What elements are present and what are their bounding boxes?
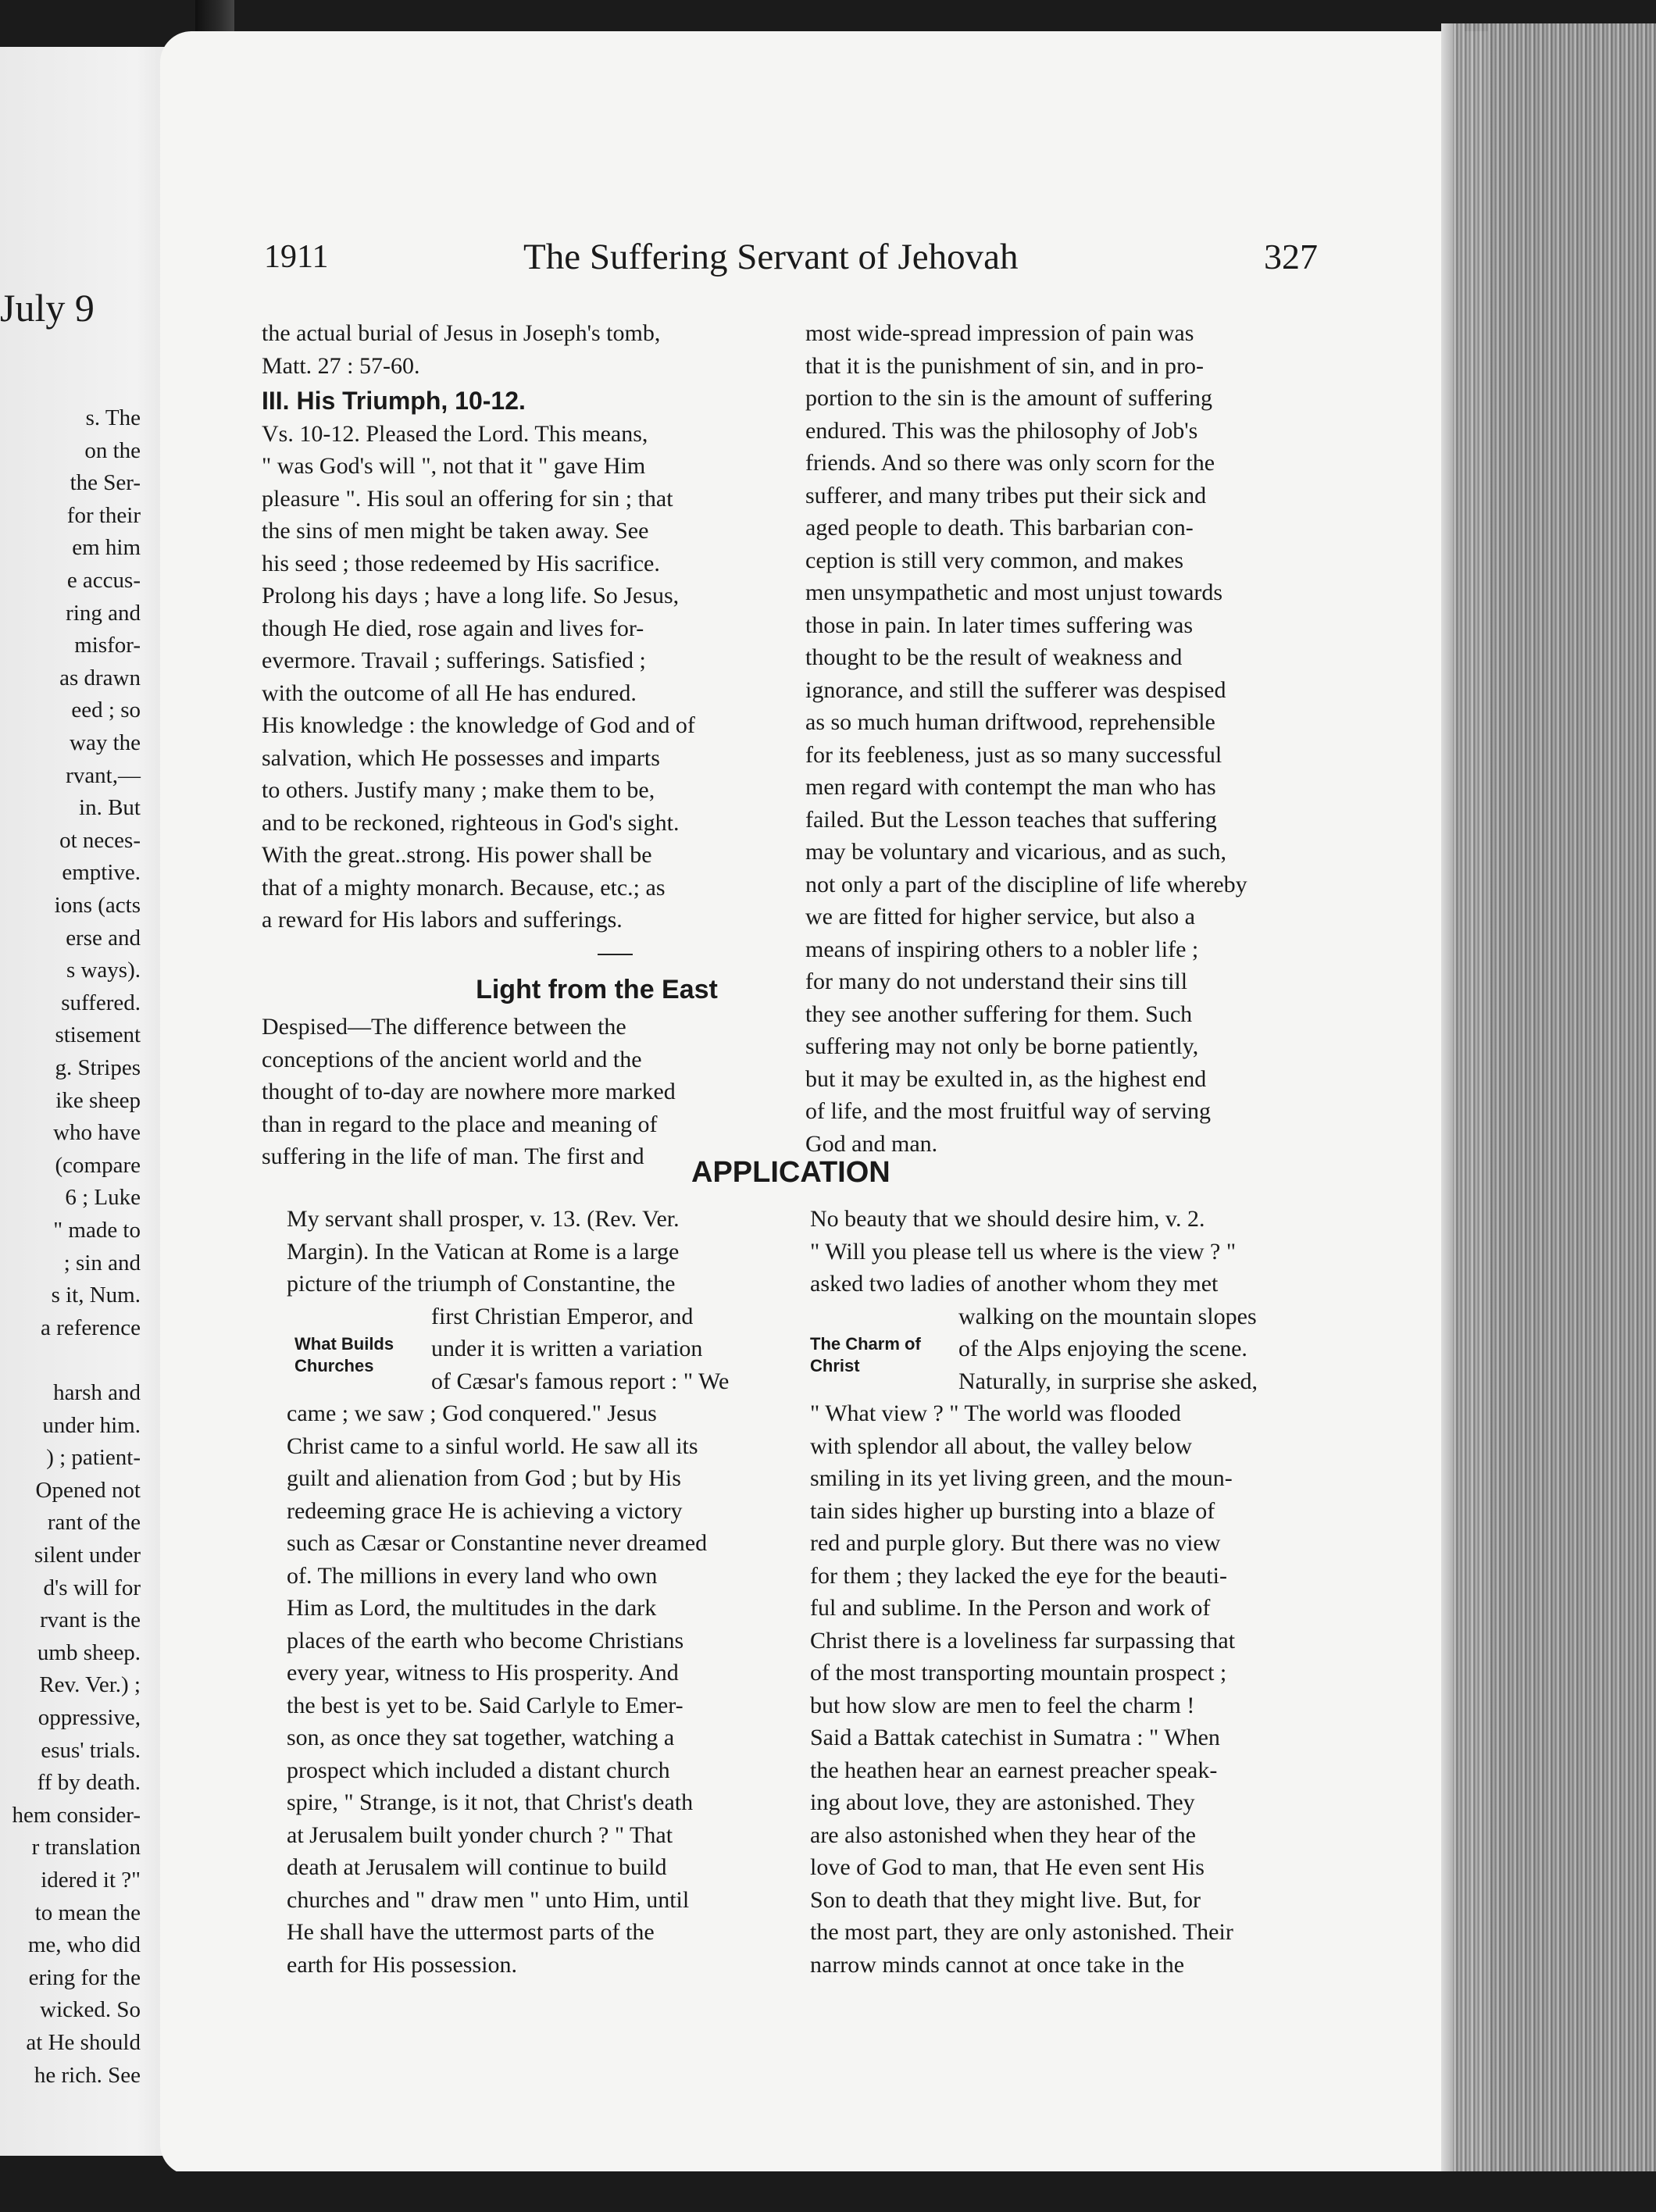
- left-page-line: d's will for: [43, 1575, 141, 1600]
- application-right: [810, 1203, 1488, 1981]
- left-page-line: at He should: [26, 2030, 141, 2055]
- text-line: pleasure ". His soul an offering for sin ; that: [262, 485, 673, 512]
- left-page-line: erse and: [66, 925, 141, 951]
- text-line: than in regard to the place and meaning of: [262, 1111, 658, 1137]
- left-page-line: to mean the: [34, 1900, 141, 1925]
- text-line: under it is written a variation: [431, 1336, 703, 1361]
- text-line: of life, and the most fruitful way of serving: [805, 1098, 1212, 1124]
- text-line: son, as once they sat together, watching a: [287, 1725, 675, 1750]
- text-line: but it may be exulted in, as the highest end: [805, 1065, 1207, 1092]
- application-heading: APPLICATION: [691, 1156, 890, 1189]
- left-page-line: he rich. See: [34, 2062, 141, 2088]
- left-page-line: for their: [66, 502, 141, 528]
- text-line: His knowledge : the knowledge of God and of: [262, 712, 695, 738]
- text-line: are also astonished when they hear of the: [810, 1821, 1196, 1848]
- book-page-edges: [1453, 23, 1656, 2203]
- right-column: [805, 317, 1488, 1160]
- text-line: Prolong his days ; have a long life. So Jesus,: [262, 583, 680, 608]
- text-line: " was God's will ", not that it " gave Him: [262, 453, 646, 479]
- text-line: for them ; they lacked the eye for the beauti-: [810, 1562, 1227, 1589]
- text-line: walking on the mountain slopes: [958, 1303, 1257, 1329]
- text-line: thought of to-day are nowhere more marked: [262, 1079, 676, 1104]
- left-page-line: suffered.: [61, 990, 141, 1015]
- section-heading-triumph: III. His Triumph, 10-12.: [262, 387, 526, 415]
- left-page-line: ff by death.: [37, 1770, 141, 1796]
- text-line: aged people to death. This barbarian con-: [805, 515, 1194, 541]
- left-page-line: under him.: [42, 1412, 141, 1438]
- margin-note-charm-of-christ: The Charm of Christ: [810, 1333, 921, 1375]
- left-page-line: ike sheep: [55, 1087, 141, 1113]
- left-page-line: r translation: [31, 1835, 141, 1861]
- left-page-line: silent under: [34, 1543, 141, 1568]
- left-page-line: emptive.: [62, 860, 141, 886]
- text-line: his seed ; those redeemed by His sacrifice.: [262, 550, 660, 576]
- left-page-line: s. The: [85, 405, 141, 430]
- text-line: men regard with contempt the man who has: [805, 774, 1216, 800]
- text-line: the most part, they are only astonished. Their: [810, 1919, 1233, 1945]
- left-page-line: ering for the: [28, 1964, 141, 1990]
- left-page-header: July 9: [0, 286, 95, 330]
- page-title: The Suffering Servant of Jehovah: [523, 237, 1019, 277]
- background-bottom: [0, 2171, 1656, 2212]
- text-line: Vs. 10-12. Pleased the Lord. This means,: [262, 420, 648, 447]
- left-page-line: who have: [53, 1120, 141, 1146]
- text-line: failed. But the Lesson teaches that suffering: [805, 806, 1217, 833]
- text-line: of. The millions in every land who own: [287, 1562, 658, 1589]
- text-line: may be voluntary and vicarious, and as such,: [805, 839, 1227, 865]
- application-right-text-a: [810, 1203, 1488, 1300]
- text-line: asked two ladies of another whom they met: [810, 1271, 1219, 1297]
- left-page-line: way the: [70, 730, 141, 755]
- text-line: means of inspiring others to a nobler life ;: [805, 936, 1199, 962]
- text-line: most wide-spread impression of pain was: [805, 320, 1194, 346]
- left-page-line: in. But: [79, 795, 141, 821]
- text-line: they see another suffering for them. Such: [805, 1001, 1193, 1027]
- text-line: Matt. 27 : 57-60.: [262, 352, 420, 379]
- text-line: that it is the punishment of sin, and in pro-: [805, 352, 1204, 379]
- text-line: ignorance, and still the sufferer was despised: [805, 676, 1226, 703]
- left-page-line: ot neces-: [59, 827, 141, 853]
- text-line: with splendor all about, the valley below: [810, 1432, 1193, 1459]
- text-line: the heathen hear an earnest preacher speak-: [810, 1757, 1218, 1783]
- text-line: picture of the triumph of Constantine, the: [287, 1271, 676, 1297]
- left-page-line: harsh and: [53, 1380, 141, 1405]
- left-page-line: 6 ; Luke: [65, 1185, 141, 1211]
- text-line: redeeming grace He is achieving a victory: [287, 1497, 683, 1524]
- left-page-line: idered it ?": [41, 1868, 141, 1893]
- text-line: salvation, which He possesses and imparts: [262, 744, 660, 771]
- left-page-line: me, who did: [27, 1932, 141, 1958]
- left-page-line: rvant,—: [66, 762, 141, 788]
- text-line: of the most transporting mountain prospect ;: [810, 1660, 1227, 1686]
- text-line: first Christian Emperor, and: [431, 1303, 694, 1329]
- text-line: Him as Lord, the multitudes in the dark: [287, 1595, 657, 1621]
- text-line: the actual burial of Jesus in Joseph's tomb,: [262, 320, 661, 346]
- text-line: not only a part of the discipline of life whereby: [805, 871, 1247, 897]
- text-line: Despised—The difference between the: [262, 1014, 626, 1040]
- text-line: every year, witness to His prosperity. And: [287, 1660, 679, 1686]
- text-line: the best is yet to be. Said Carlyle to Emer-: [287, 1692, 683, 1718]
- page-number: 327: [1264, 237, 1318, 276]
- text-line: " Will you please tell us where is the view ? ": [810, 1238, 1237, 1265]
- left-page-line: rvant is the: [40, 1607, 141, 1633]
- text-line: and to be reckoned, righteous in God's sight.: [262, 809, 680, 836]
- text-line: Naturally, in surprise she asked,: [958, 1368, 1258, 1394]
- left-page-line: " made to: [53, 1218, 141, 1243]
- text-line: suffering in the life of man. The first and: [262, 1143, 644, 1169]
- text-line: With the great..strong. His power shall be: [262, 842, 652, 868]
- application-right-text-b: [810, 1397, 1488, 1981]
- application-right-indented-block: [810, 1300, 1488, 1398]
- left-page-line: the Ser-: [70, 470, 141, 496]
- left-page-line: misfor-: [74, 633, 141, 658]
- text-line: tain sides higher up bursting into a blaze of: [810, 1497, 1215, 1524]
- text-line: a reward for His labors and sufferings.: [262, 907, 623, 933]
- text-line: ing about love, they are astonished. They: [810, 1789, 1195, 1815]
- right-column-top-text: [805, 317, 1488, 1160]
- text-line: though He died, rose again and lives for-: [262, 615, 644, 641]
- text-line: love of God to man, that He even sent His: [810, 1854, 1205, 1880]
- text-line: Christ there is a loveliness far surpassing that: [810, 1627, 1236, 1654]
- text-line: that of a mighty monarch. Because, etc.; as: [262, 874, 666, 901]
- text-line: death at Jerusalem will continue to build: [287, 1854, 667, 1880]
- text-line: My servant shall prosper, v. 13. (Rev. Ver.: [287, 1206, 680, 1232]
- main-page: [160, 31, 1488, 2175]
- text-line: prospect which included a distant church: [287, 1757, 670, 1783]
- left-page-line: as drawn: [59, 665, 141, 690]
- text-line: places of the earth who become Christians: [287, 1627, 684, 1654]
- text-line: Said a Battak catechist in Sumatra : " When: [810, 1725, 1220, 1750]
- text-line: as so much human driftwood, reprehensible: [805, 709, 1215, 735]
- text-line: guilt and alienation from God ; but by His: [287, 1465, 681, 1491]
- left-page-line: on the: [84, 437, 141, 463]
- text-line: of Cæsar's famous report : " We: [431, 1368, 730, 1394]
- text-line: at Jerusalem built yonder church ? " That: [287, 1821, 673, 1848]
- header-year: 1911: [264, 239, 329, 275]
- left-page-line: stisement: [55, 1022, 141, 1048]
- text-line: Son to death that they might live. But, for: [810, 1886, 1201, 1913]
- left-page-line: s it, Num.: [51, 1283, 141, 1308]
- light-from-east-heading: Light from the East: [476, 974, 718, 1004]
- text-line: endured. This was the philosophy of Job's: [805, 417, 1198, 444]
- text-line: came ; we saw ; God conquered." Jesus: [287, 1400, 657, 1426]
- left-page-line: ) ; patient-: [46, 1445, 141, 1471]
- text-line: " What view ? " The world was flooded: [810, 1400, 1181, 1426]
- text-line: for its feebleness, just as so many successful: [805, 741, 1222, 768]
- text-line: thought to be the result of weakness and: [805, 644, 1183, 670]
- left-page-line: (compare: [55, 1152, 141, 1178]
- text-line: conceptions of the ancient world and the: [262, 1046, 642, 1072]
- left-page-line: esus' trials.: [41, 1737, 141, 1763]
- left-page-line: g. Stripes: [55, 1055, 141, 1080]
- text-line: smiling in its yet living green, and the moun-: [810, 1465, 1233, 1491]
- text-line: ception is still very common, and makes: [805, 547, 1184, 573]
- text-line: men unsympathetic and most unjust towards: [805, 580, 1223, 605]
- text-line: to others. Justify many ; make them to be,: [262, 777, 655, 803]
- margin-note-what-builds-churches: What Builds Churches: [294, 1333, 394, 1375]
- text-line: Margin). In the Vatican at Rome is a large: [287, 1238, 680, 1265]
- text-line: evermore. Travail ; sufferings. Satisfied ;: [262, 648, 646, 673]
- text-line: for many do not understand their sins till: [805, 969, 1188, 994]
- left-page-line: rant of the: [47, 1510, 141, 1536]
- text-line: sufferer, and many tribes put their sick and: [805, 482, 1207, 508]
- text-line: suffering may not only be borne patiently,: [805, 1033, 1199, 1059]
- text-line: Christ came to a sinful world. He saw all its: [287, 1432, 698, 1459]
- text-line: No beauty that we should desire him, v. 2.: [810, 1206, 1205, 1232]
- application-right-indented-text: [958, 1300, 1488, 1398]
- left-page-line: a reference: [41, 1315, 141, 1340]
- text-line: friends. And so there was only scorn for the: [805, 450, 1215, 476]
- left-page-line: s ways).: [66, 958, 141, 983]
- left-page-line: oppressive,: [37, 1705, 141, 1730]
- text-line: He shall have the uttermost parts of the: [287, 1919, 655, 1945]
- left-page-line: ions (acts: [54, 893, 141, 918]
- left-page-line: Rev. Ver.) ;: [39, 1672, 141, 1698]
- left-page-line: ring and: [66, 600, 141, 626]
- left-page-line: eed ; so: [71, 697, 141, 723]
- left-page-line: umb sheep.: [37, 1639, 141, 1665]
- left-page-line: ; sin and: [63, 1250, 141, 1275]
- text-line: those in pain. In later times suffering was: [805, 612, 1193, 638]
- text-line: narrow minds cannot at once take in the: [810, 1951, 1185, 1978]
- left-page-line: wicked. So: [40, 1997, 141, 2023]
- text-line: red and purple glory. But there was no view: [810, 1530, 1221, 1556]
- text-line: earth for His possession.: [287, 1951, 517, 1978]
- left-page-line: Opened not: [35, 1477, 141, 1503]
- text-line: of the Alps enjoying the scene.: [958, 1336, 1247, 1361]
- text-line: with the outcome of all He has endured.: [262, 680, 637, 706]
- text-line: God and man.: [805, 1130, 938, 1157]
- text-line: portion to the sin is the amount of suffering: [805, 385, 1213, 411]
- left-page-line: em him: [72, 535, 141, 561]
- text-line: churches and " draw men " unto Him, until: [287, 1886, 690, 1913]
- left-page-line: hem consider-: [12, 1802, 141, 1828]
- text-line: the sins of men might be taken away. See: [262, 518, 649, 544]
- text-line: spire, " Strange, is it not, that Christ's death: [287, 1789, 694, 1815]
- left-page-line: e accus-: [66, 568, 141, 593]
- text-line: we are fitted for higher service, but also a: [805, 904, 1195, 929]
- text-line: such as Cæsar or Constantine never dreamed: [287, 1530, 708, 1556]
- text-line: ful and sublime. In the Person and work of: [810, 1595, 1211, 1621]
- text-line: but how slow are men to feel the charm !: [810, 1692, 1195, 1718]
